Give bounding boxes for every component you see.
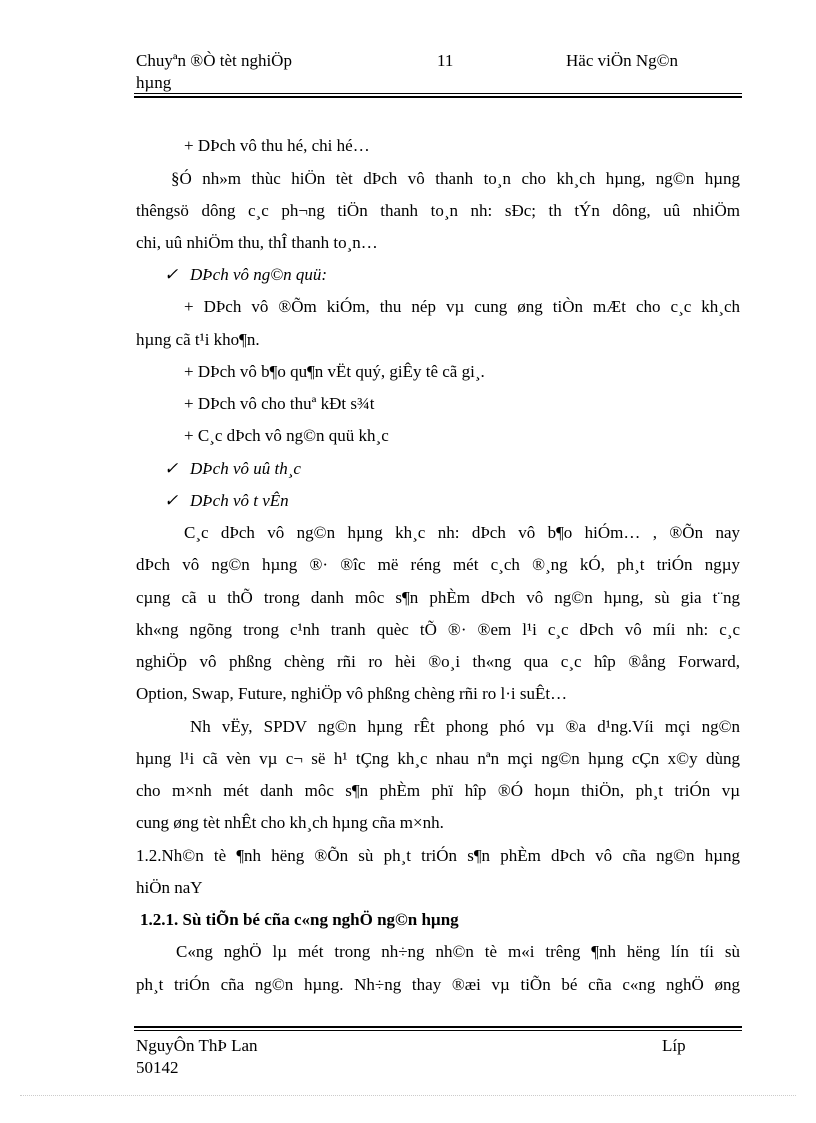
footer-class: Líp: [662, 1036, 686, 1055]
footer-rule-thin: [134, 1030, 742, 1031]
paragraph-line: cµng cã u thÕ trong danh môc s¶n phÈm dÞch vô ng©n hµng, sù gia t¨ng: [136, 588, 740, 607]
header-rule-thick: [134, 96, 742, 98]
check-icon: ✓: [164, 265, 179, 284]
check-icon: ✓: [164, 459, 179, 478]
footer-rule-thick: [134, 1026, 742, 1028]
header-right: Häc viÖn Ng©n: [566, 51, 679, 70]
bullet-item: [164, 458, 301, 480]
bullet-item: [164, 264, 327, 286]
paragraph-line: nghiÖp vô phßng chèng rñi ro hèi ®o¸i th«ng qua c¸c hîp ®ång Forward,: [136, 652, 740, 671]
footer-author: [136, 1035, 336, 1079]
paragraph-line: + DÞch vô ®Õm kiÓm, thu nép vµ cung øng tiÒn mÆt cho c¸c kh¸ch: [184, 297, 740, 316]
paragraph-line: thêngsö dông c¸c ph¬ng tiÖn thanh to¸n nh: sÐc; th tÝn dông, uû nhiÖm: [136, 201, 740, 220]
page-bottom-divider: [20, 1095, 796, 1096]
section-heading-cont: hiÖn naY: [136, 878, 203, 897]
paragraph-line: + C¸c dÞch vô ng©n quü kh¸c: [184, 426, 389, 445]
paragraph-line: hµng cã t¹i kho¶n.: [136, 330, 260, 349]
paragraph-line: dÞch vô ng©n hµng ®· ®îc më réng mét c¸ch ®¸ng kÓ, ph¸t triÓn ngµy: [136, 555, 740, 574]
bullet-label: DÞch vô uû th¸c: [190, 459, 301, 478]
header-title-line2: hµng: [136, 73, 172, 92]
header-left: [136, 50, 336, 94]
paragraph-line: C«ng nghÖ lµ mét trong nh÷ng nh©n tè m«i trêng ¶nh hëng lín tíi sù: [176, 942, 740, 961]
paragraph-line: cung øng tèt nhÊt cho kh¸ch hµng cña m×nh.: [136, 813, 444, 832]
paragraph-line: C¸c dÞch vô ng©n hµng kh¸c nh: dÞch vô b¶o hiÓm… , ®Õn nay: [184, 523, 740, 542]
paragraph-line: + DÞch vô thu hé, chi hé…: [184, 136, 370, 155]
paragraph-line: chi, uû nhiÖm thu, thÎ thanh to¸n…: [136, 233, 378, 252]
footer-author-name: NguyÔn ThÞ Lan: [136, 1036, 258, 1055]
bullet-label: DÞch vô t vÊn: [190, 491, 289, 510]
paragraph-line: + DÞch vô cho thuª kÐt s¾t: [184, 394, 375, 413]
bullet-item: [164, 490, 289, 512]
section-heading: 1.2.Nh©n tè ¶nh hëng ®Õn sù ph¸t triÓn s¶n phÈm dÞch vô cña ng©n hµng: [136, 846, 740, 865]
paragraph-line: hµng l¹i cã vèn vµ c¬ së h¹ tÇng kh¸c nhau nªn mçi ng©n hµng cÇn x©y dùng: [136, 749, 740, 768]
footer-author-id: 50142: [136, 1058, 179, 1077]
page-number: 11: [437, 51, 454, 70]
bullet-label: DÞch vô ng©n quü:: [190, 265, 328, 284]
paragraph-line: §Ó nh»m thùc hiÖn tèt dÞch vô thanh to¸n cho kh¸ch hµng, ng©n hµng: [171, 169, 740, 188]
paragraph-line: Option, Swap, Future, nghiÖp vô phßng chèng rñi ro l·i suÊt…: [136, 684, 568, 703]
subsection-heading: 1.2.1. Sù tiÕn bé cña c«ng nghÖ ng©n hµng: [140, 910, 459, 929]
paragraph-line: ph¸t triÓn cña ng©n hµng. Nh÷ng thay ®æi vµ tiÕn bé cña c«ng nghÖ øng: [136, 975, 740, 994]
check-icon: ✓: [164, 491, 179, 510]
paragraph-line: cho m×nh mét danh môc s¶n phÈm phï hîp ®Ó hoµn thiÖn, ph¸t triÓn vµ: [136, 781, 740, 800]
paragraph-line: kh«ng ngõng trong c¹nh tranh quèc tÕ ®· ®em l¹i c¸c dÞch vô míi nh: c¸c: [136, 620, 740, 639]
paragraph-line: Nh vËy, SPDV ng©n hµng rÊt phong phó vµ ®a d¹ng.Víi mçi ng©n: [190, 717, 740, 736]
paragraph-line: + DÞch vô b¶o qu¶n vËt quý, giÊy tê cã gi¸.: [184, 362, 485, 381]
header-title-line1: Chuyªn ®Ò tèt nghiÖp: [136, 51, 292, 70]
header-rule-thin: [134, 93, 742, 94]
